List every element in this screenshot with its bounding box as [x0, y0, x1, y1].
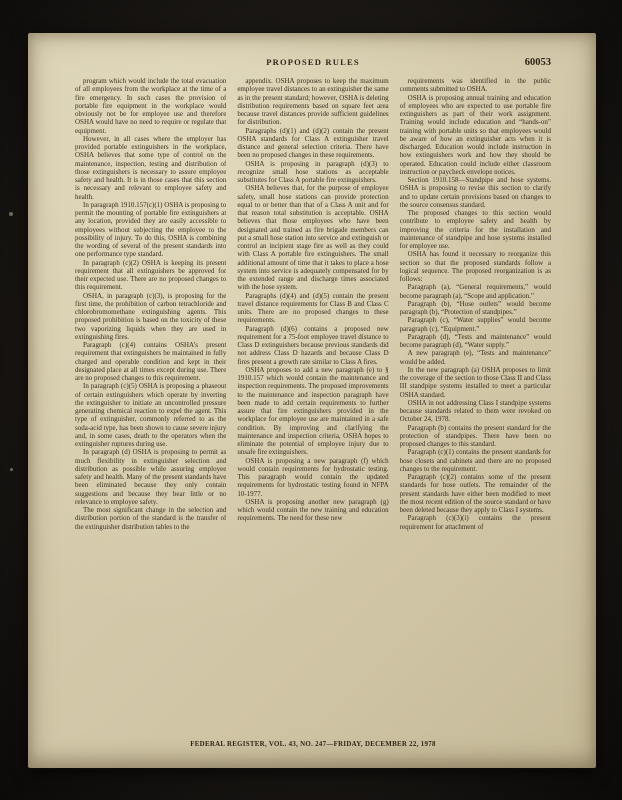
paragraph: OSHA, in paragraph (c)(3), is proposing for the first time, the prohibition of carbon tetrachloride and chlorobromomethane extinguishing agents. This proposed prohibition is based on the toxicity of these two vaporizing liquids when they are used in extinguishing fires. [75, 291, 227, 341]
paragraph: Paragraph (c)(1) contains the present standards for hose closets and cabinets and there are no proposed changes to the requirement. [399, 448, 551, 473]
paragraph: Paragraph (a), “General requirements,” would become paragraph (a), “Scope and application.” [399, 283, 551, 300]
paragraph: Paragraph (d)(6) contains a proposed new requirement for a 75-foot employee travel distance to Class D extinguishers because previous standards did not address Class D hazards and because Class D fires present a growth rate similar to Class A fires. [237, 324, 389, 366]
paragraph: Paragraph (c)(4) contains OSHA’s present requirement that extinguishers be maintained in fully charged and operable condition and kept in their designated place at all times except during use. There are no proposed changes to this requirement. [75, 341, 227, 382]
page-header [75, 57, 551, 68]
paragraph: Paragraph (d), “Tests and maintenance” would become paragraph (d), “Water supply.” [399, 332, 551, 349]
text-column-3 [400, 77, 551, 735]
paragraph: Section 1910.158—Standpipe and hose systems. OSHA is proposing to revise this section to clarify and to update certain provisions based on changes to the source consensus standard. [399, 176, 551, 209]
paragraph: In paragraph (c)(2) OSHA is keeping its present requirement that all extinguishers be approved for their expected use. There are no proposed changes to this requirement. [75, 258, 227, 292]
paragraph: OSHA proposes to add a new paragraph (e) to § 1910.157 which would contain the maintenance and inspection requirements. The proposed improvements to the maintenance and inspection paragraph have been made to add certain requirements to further assure that fire extinguishers provided in the workplace for employee use are maintained in a safe condition. By improving and clarifying the maintenance and inspection criteria, OSHA hopes to eliminate the potential of employee injury due to unsafe fire extinguishers. [237, 365, 389, 457]
paragraph: A new paragraph (e), “Tests and maintenance” would be added. [399, 349, 551, 366]
scan-dust-speck [9, 212, 13, 216]
text-column-2 [237, 77, 388, 735]
paragraph: requirements was identified in the public comments submitted to OSHA. [399, 77, 551, 94]
paragraph: OSHA is proposing in paragraph (d)(3) to recognize small hose stations as acceptable substitutes for Class A portable fire extinguishers. [237, 159, 389, 184]
scanned-page [28, 33, 596, 768]
paragraph: The most significant change in the selection and distribution portion of the standard is the transfer of the extinguisher distribution tables to the [75, 506, 227, 531]
paragraph: Paragraphs (d)(1) and (d)(2) contain the present OSHA standards for Class A extinguisher travel distance and general selection criteria. There have been no proposed changes in these requirements. [237, 126, 389, 160]
paragraph: Paragraph (c)(3)(i) contains the present requirement for attachment of [399, 514, 551, 531]
paragraph: appendix. OSHA proposes to keep the maximum employee travel distances to an extinguisher the same as in the present standard; however, OSHA is deleting distribution requirements based on square feet area because travel distances provide sufficient guidelines for distribution. [237, 77, 389, 127]
paragraph: OSHA believes that, for the purpose of employee safety, small hose stations can provide protection equal to or better than that of a Class A unit and for that reason total substitution is acceptable. OSHA believes that those employees who have been designated and trained as fire brigade members can put a small hose station into service and extinguish or control an incipient stage fire as well as they could with Class A portable fire extinguishers. The small additional amount of time that it takes to place a hose system into service is adequately compensated for by the extended range and discharge times associated with the hose system. [237, 184, 389, 292]
text-columns [75, 77, 551, 735]
paragraph: Paragraph (c), “Water supplies” would become paragraph (c), “Equipment.” [399, 316, 551, 333]
paragraph: Paragraph (b) contains the present standard for the protection of standpipes. There have been no proposed changes to this standard. [399, 423, 551, 448]
paragraph: The proposed changes to this section would contribute to employee safety and health by improving the criteria for the installation and maintenance of standpipe and hose systems installed for employee use. [399, 209, 551, 250]
paragraph: In paragraph (d) OSHA is proposing to permit as much flexibility in extinguisher selection and distribution as possible while assuring employee safety and health. Many of the present standards have been eliminated because they only contain suggestions and because they bear little or no relevance to employee safety. [75, 448, 227, 506]
text-column-1 [75, 77, 226, 735]
page-number: 60053 [524, 57, 551, 68]
page-content [75, 57, 551, 748]
paragraph: OSHA in not addressing Class I standpipe systems because standards related to them were revoked on October 24, 1978. [399, 398, 551, 424]
paragraph: program which would include the total evacuation of all employees from the workplace at the time of a fire emergency. In such cases the provision of portable fire equipment in the workplace would obviously not be for employee use and therefore OSHA would have no need to require or regulate that equipment. [75, 77, 227, 135]
paragraph: OSHA is proposing annual training and education of employees who are expected to use portable fire extinguishers as part of their work assignment. Training would include education and “hands-on” training with portable units so that employees would be aware of how an extinguisher acts when it is discharged. Education would include instruction in how extinguishers work and how they should be operated. Education could include either classroom instruction or paycheck envelope notices. [399, 93, 551, 176]
paragraph: In paragraph 1910.157(c)(1) OSHA is proposing to permit the mounting of portable fire extinguishers at any location, provided they are easily accessible to employees without subjecting the employee to the possibility of injury. To do this, OSHA is combining the wording of several of the present standards into one performance type standard. [75, 200, 227, 259]
paragraph: In paragraph (c)(5) OSHA is proposing a phaseout of certain extinguishers which operate by inverting the extinguisher to initiate an uncontrolled pressure generating chemical reaction to expel the agent. This type of extinguisher, commonly referred to as the soda-acid type, has been shown to cause severe injury and, in some cases, death to the operators when the extinguisher ruptures during use. [75, 382, 227, 448]
paragraph: OSHA is proposing another new paragraph (g) which would contain the new training and education requirements. The need for these new [237, 497, 389, 523]
paragraph: However, in all cases where the employer has provided portable extinguishers in the workplace, OSHA believes that some type of control on the maintenance, inspection, testing and distribution of those extinguishers is necessary to assure employee safety and health. It is in those cases that this section is necessary and relevant to employee safety and health. [75, 134, 227, 201]
running-head-title: PROPOSED RULES [266, 57, 360, 67]
paragraph: Paragraph (b), “Hose outlets” would become paragraph (b), “Protection of standpipes.” [399, 299, 551, 316]
paragraph: Paragraph (c)(2) contains some of the present standards for hose outlets. The remainder of the present standards have either been modified to meet the most recent edition of the source standard or have been deleted because they apply to Class I systems. [399, 473, 551, 514]
paragraph: OSHA has found it necessary to reorganize this section so that the proposed standards follow a logical sequence. The proposed reorganization is as follows: [399, 250, 551, 283]
paragraph: OSHA is proposing a new paragraph (f) which would contain requirements for hydrostatic testing. This paragraph would contain the updated requirements for hydrostatic testing found in NFPA 10-1977. [237, 456, 389, 498]
scan-dust-speck [10, 468, 13, 471]
page-footer: FEDERAL REGISTER, VOL. 43, NO. 247—FRIDAY, DECEMBER 22, 1978 [190, 741, 436, 748]
paragraph: In the new paragraph (a) OSHA proposes to limit the coverage of the section to those Class II and Class III standpipe systems installed to meet a particular OSHA standard. [399, 365, 551, 399]
paragraph: Paragraphs (d)(4) and (d)(5) contain the present travel distance requirements for Class B and Class C units. There are no proposed changes to these requirements. [237, 291, 389, 325]
